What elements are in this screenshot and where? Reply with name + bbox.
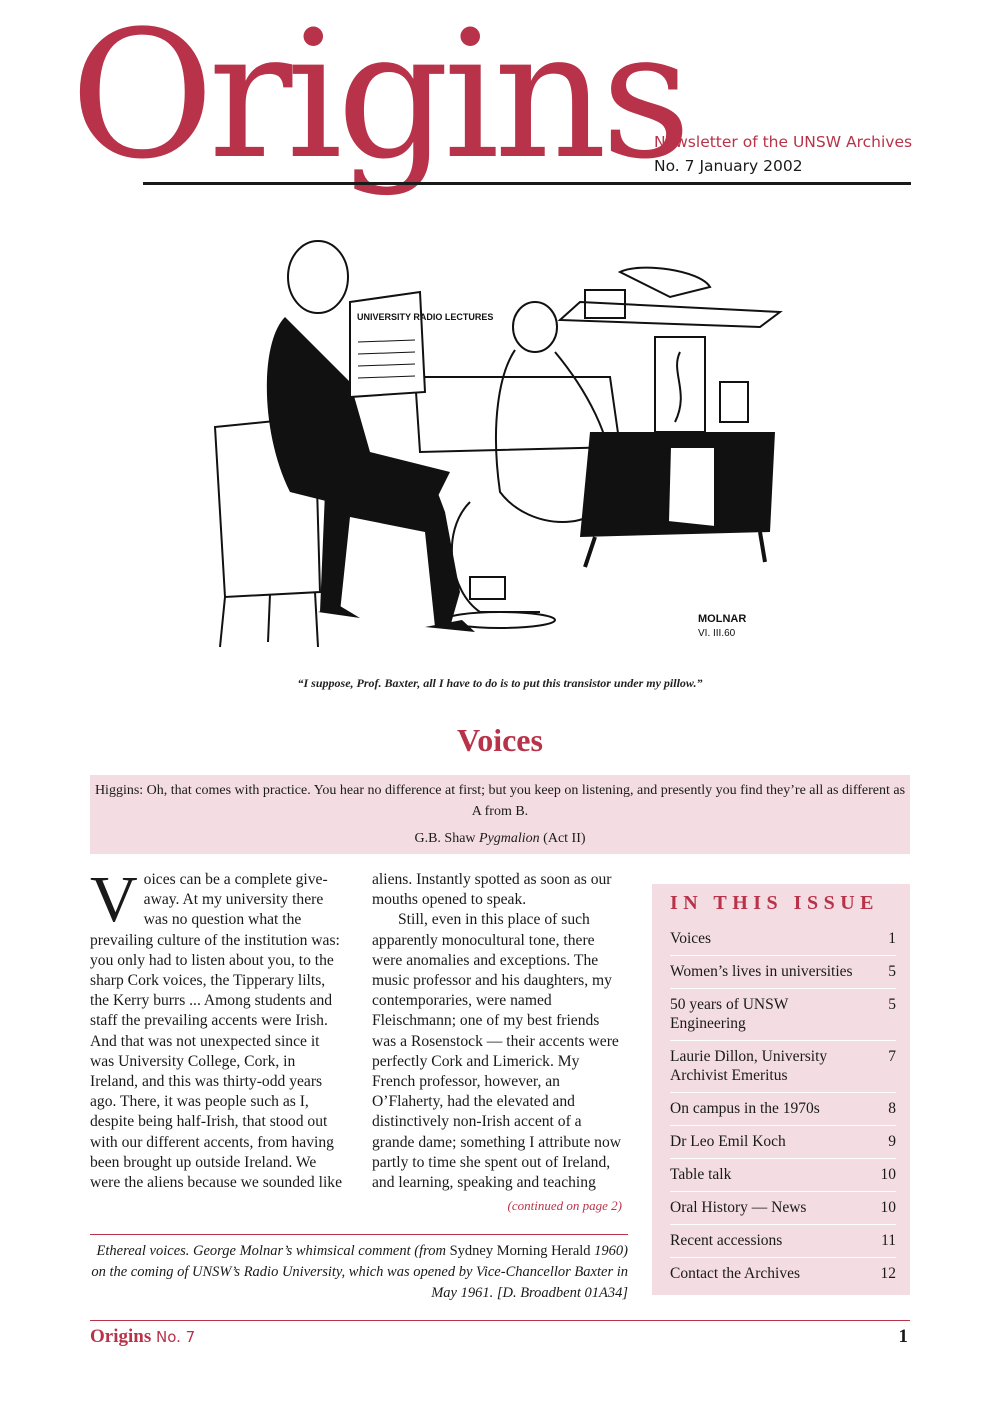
toc-heading: IN THIS ISSUE xyxy=(670,892,879,914)
pillow xyxy=(668,447,715,527)
cartoonist-signature: MOLNAR xyxy=(698,613,747,625)
page-number: 1 xyxy=(898,1326,908,1347)
article-column-2 xyxy=(372,870,624,1193)
footer-publication xyxy=(90,1326,195,1348)
cartoon-illustration xyxy=(200,232,800,652)
toc-item[interactable]: Voices 1 xyxy=(670,923,896,956)
toc-item[interactable]: Contact the Archives 12 xyxy=(670,1265,896,1282)
masthead-rule xyxy=(143,182,911,185)
article-heading: Voices xyxy=(457,722,543,758)
article-text: oices can be a complete give-away. At my university there was no question what the prevailing culture of the institution was: you only had to listen about you, to the sharp Cork voices, the Tipperary lilts, the Kerry burrs ... Among students and staff the prevailing accents were Irish. And that was not unexpected since it was University College, Cork, in Ireland, and this was thirty-odd years ago. There, it was people such as I, despite being half-Irish, that stood out with our different accents, from having been brought up outside Ireland. We were the aliens because we sounded like xyxy=(90,871,342,1192)
epigraph-author: G.B. Shaw xyxy=(414,831,476,846)
continued-link[interactable]: (continued on page 2) xyxy=(507,1198,622,1213)
footer-rule xyxy=(90,1320,910,1321)
man-head xyxy=(288,241,348,313)
masthead-title: Origins xyxy=(70,0,686,198)
wall-shelf xyxy=(560,302,780,327)
toc-item[interactable]: 50 years of UNSW Engineering 5 xyxy=(670,989,896,1041)
footer-issue-number: No. 7 xyxy=(155,1328,196,1346)
newspaper-text: UNIVERSITY RADIO LECTURES xyxy=(357,312,494,322)
epigraph-text: Higgins: Oh, that comes with practice. You hear no difference at first; but you keep on listening, and presently you find they’re all as different as A from B. xyxy=(94,783,906,819)
article-paragraph: Still, even in this place of such apparently monocultural tone, there were anomalies and exceptions. The music professor and his daughters, my contemporaries, were named Fleischmann; one of my best friends was a Rosenstock — their accents were perfectly Cork and Limerick. My French professor, however, an O’Flaherty, had the elevated and distinctively non-Irish accent of a grande dame; something I attribute now partly to time she spent out of Ireland, and learning, speaking and teaching xyxy=(372,911,621,1192)
woman-head xyxy=(513,302,557,352)
epigraph-box xyxy=(90,775,910,854)
lamp xyxy=(620,268,710,297)
caption-rule xyxy=(90,1234,628,1235)
toc-item[interactable]: Laurie Dillon, University Archivist Emeritus 7 xyxy=(670,1041,896,1093)
drop-cap: V xyxy=(90,863,138,936)
issue-date: No. 7 January 2002 xyxy=(654,157,803,175)
transistor-radio xyxy=(470,577,505,599)
article-column-1 xyxy=(90,863,342,1193)
toc-item[interactable]: Recent accessions 11 xyxy=(670,1225,896,1258)
footer-title: Origins xyxy=(90,1326,152,1347)
cartoon-credit-caption: Ethereal voices. George Molnar’s whimsical comment (from Sydney Morning Herald 1960) on the coming of UNSW’s Radio University, which was opened by Vice-Chancellor Baxter in May 1961. [D. Broadbent 01A34] xyxy=(91,1243,628,1301)
article-paragraph: aliens. Instantly spotted as soon as our mouths opened to speak. xyxy=(372,871,612,909)
article-paragraph xyxy=(90,863,342,1193)
cartoonist-date: VI. III.60 xyxy=(698,628,736,639)
newspaper xyxy=(350,292,425,397)
epigraph-act: (Act II) xyxy=(543,831,586,846)
masthead-subtitle-block xyxy=(654,130,912,178)
toc-item[interactable]: Oral History — News 10 xyxy=(670,1192,896,1225)
toc-item[interactable]: Women’s lives in universities 5 xyxy=(670,956,896,989)
toc-item[interactable]: Dr Leo Emil Koch 9 xyxy=(670,1126,896,1159)
epigraph-source xyxy=(90,828,910,849)
small-frame xyxy=(720,382,748,422)
in-this-issue-box xyxy=(652,884,910,1295)
newsletter-subtitle: Newsletter of the UNSW Archives xyxy=(654,133,913,151)
toc-item[interactable]: On campus in the 1970s 8 xyxy=(670,1093,896,1126)
toc-item[interactable]: Table talk 10 xyxy=(670,1159,896,1192)
caption-publication: Sydney Morning Herald xyxy=(449,1243,591,1259)
epigraph-work: Pygmalion xyxy=(479,831,540,846)
cartoon-caption: “I suppose, Prof. Baxter, all I have to do is to put this transistor under my pillow.” xyxy=(297,676,703,690)
